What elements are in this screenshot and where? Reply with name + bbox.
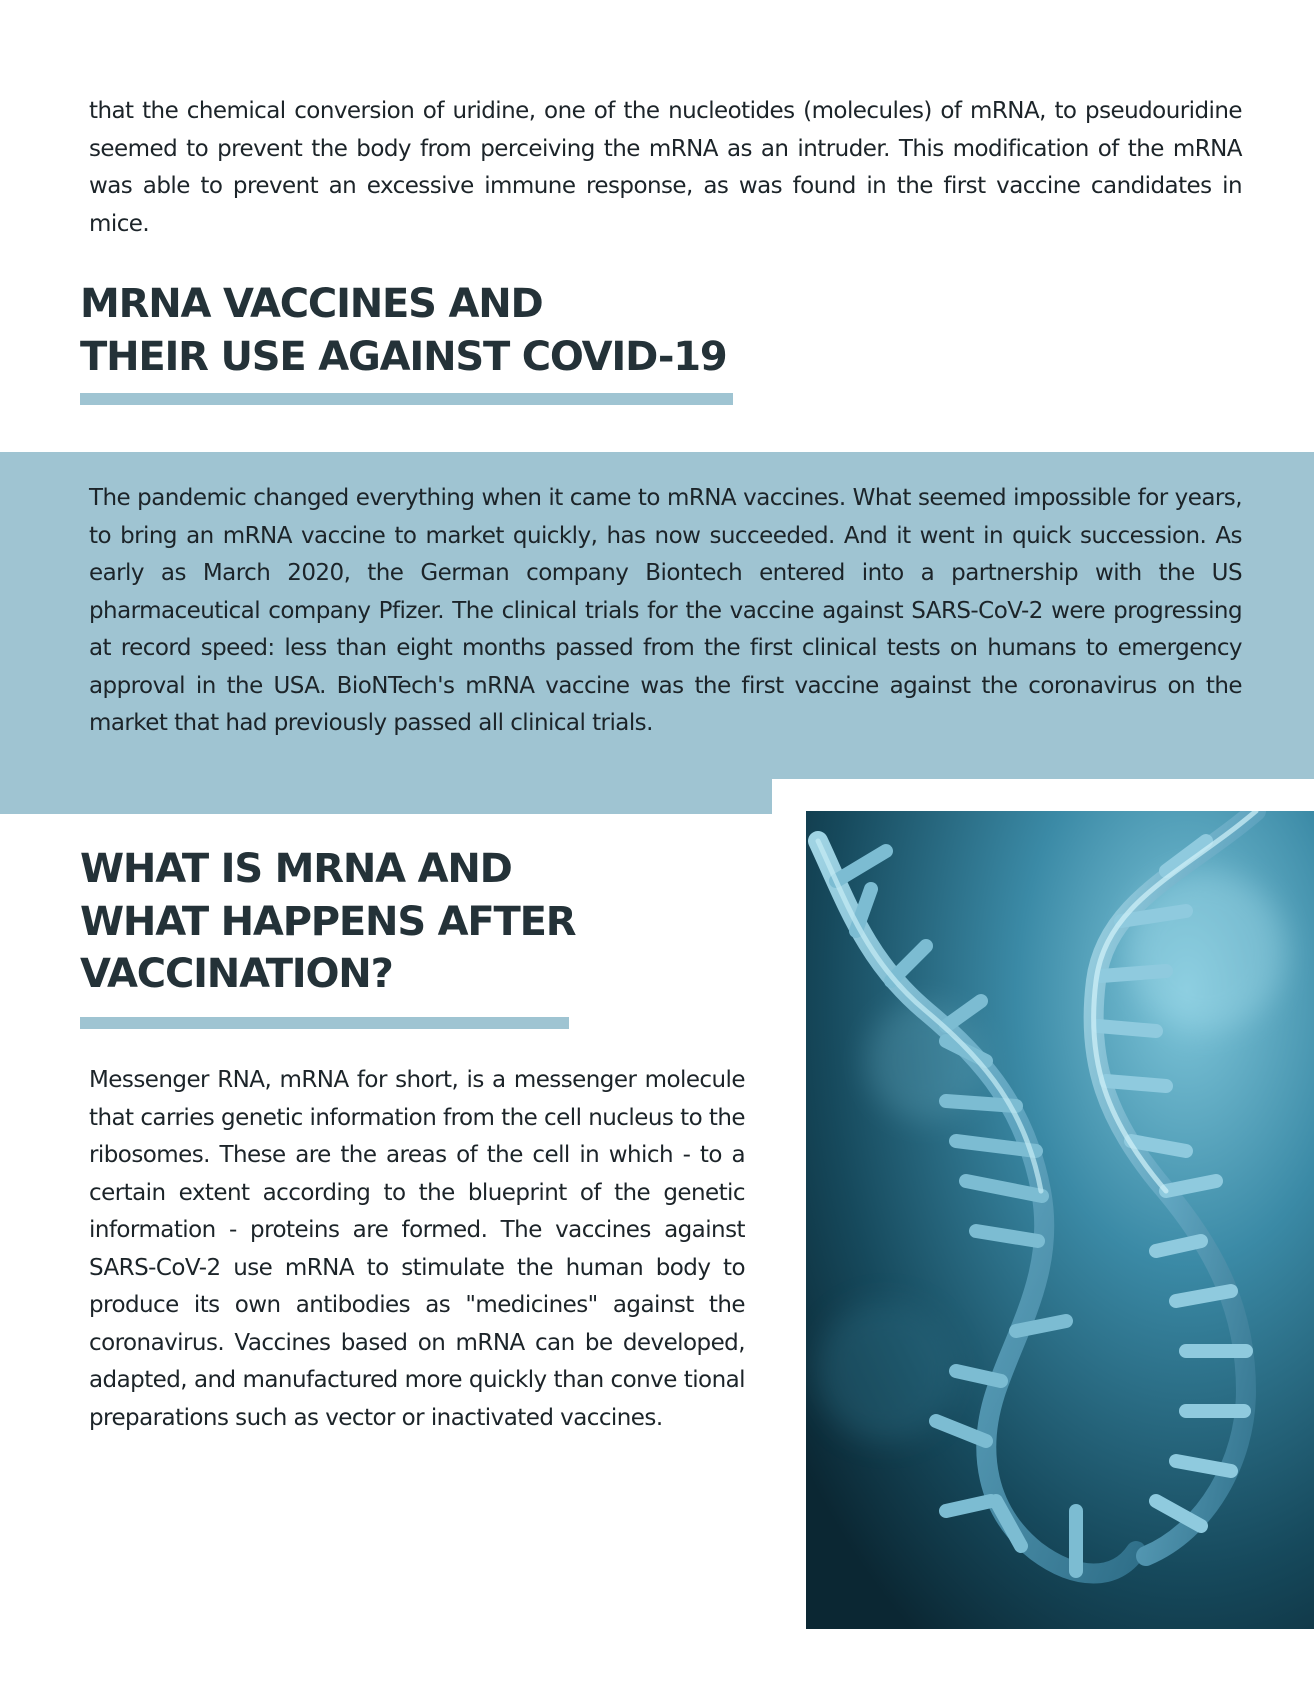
section-heading-what-is-mrna — [80, 843, 575, 1001]
heading-line: MRNA VACCINES AND — [80, 281, 543, 327]
heading-line: WHAT HAPPENS AFTER — [80, 898, 576, 945]
heading-line: VACCINATION? — [80, 951, 393, 997]
band-notch — [772, 779, 1314, 815]
section-heading-mrna-vaccines — [80, 278, 727, 383]
mrna-strand-illustration — [806, 811, 1314, 1629]
mrna-strand-icon — [806, 811, 1314, 1629]
pandemic-paragraph: The pandemic changed everything when it came to mRNA vaccines. What seemed impossible for years, to bring an mRNA vaccine to market quickly, has now succeeded. And it went in quick succession. As early as March 2020, the German company Biontech entered into a partnership with the US pharmaceutical company Pfizer. The clinical trials for the vaccine against SARS-CoV-2 were progressing at record speed: less than eight months passed from the first clinical tests on humans to emergency approval in the USA. BioNTech's mRNA vaccine was the first vaccine against the coronavirus on the market that had previously passed all clinical trials. — [89, 485, 1242, 736]
heading-line: WHAT IS MRNA AND — [80, 846, 512, 892]
heading-underline — [80, 1017, 569, 1029]
intro-paragraph: that the chemical conversion of uridine, one of the nucleotides (molecules) of mRNA, to pseudouridine seemed to prevent the body from perceiving the mRNA as an intruder. This modification of the mRNA was able to prevent an excessive immune response, as was found in the first vaccine candidates in mice. — [89, 98, 1242, 237]
heading-line: THEIR USE AGAINST COVID-19 — [80, 333, 727, 380]
mrna-explanation-paragraph: Messenger RNA, mRNA for short, is a messenger molecule that carries genetic information from the cell nucleus to the ribosomes. These are the areas of the cell in which - to a certain extent according to the blueprint of the genetic information - proteins are formed. The vaccines against SARS-CoV-2 use mRNA to stimulate the human body to produce its own antibodies as "medicines" against the coronavirus. Vaccines based on mRNA can be developed, adapted, and manufactured more quickly than conve tional preparations such as vector or inactivated vaccines. — [89, 1067, 745, 1431]
heading-underline — [80, 393, 733, 405]
